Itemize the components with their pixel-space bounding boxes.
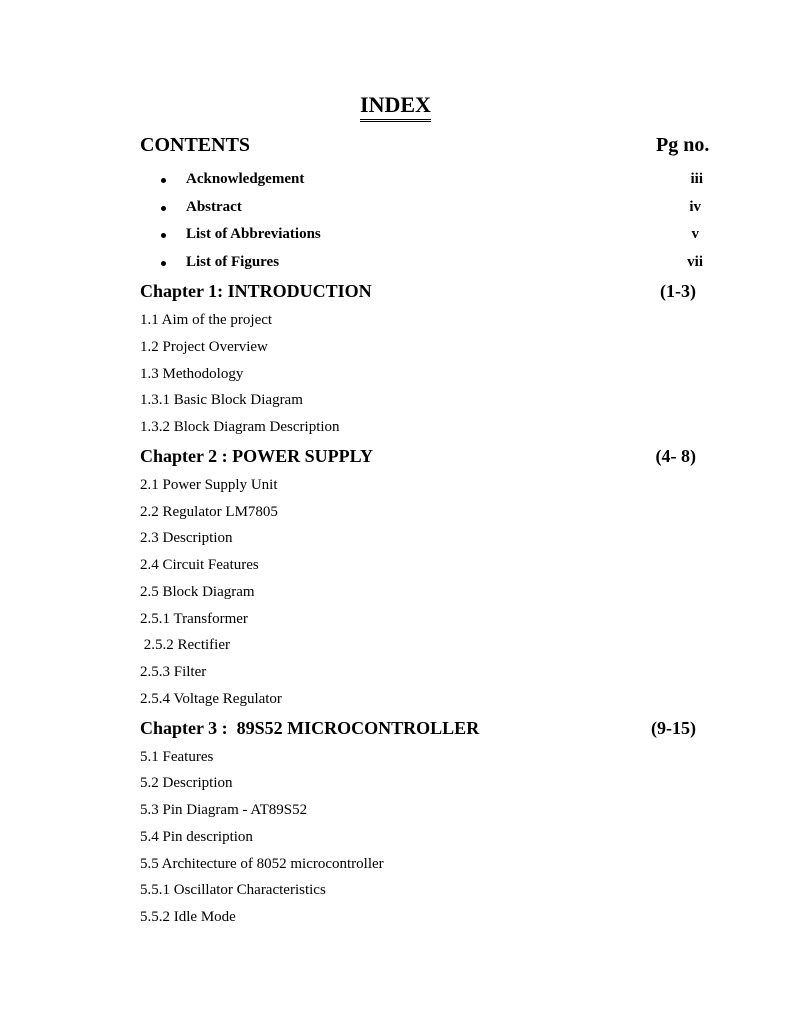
bullet-icon — [161, 178, 166, 183]
section-item: 2.5.2 Rectifier — [140, 637, 230, 653]
chapter-heading — [0, 718, 791, 742]
chapter-title: Chapter 2 : POWER SUPPLY — [140, 446, 374, 466]
front-matter-label: Abstract — [186, 199, 242, 215]
chapter-page-range: (4- 8) — [655, 446, 696, 466]
section-item: 1.2 Project Overview — [140, 339, 268, 355]
front-matter-item — [0, 199, 791, 219]
front-matter-label: Acknowledgement — [186, 171, 305, 187]
chapter-heading — [0, 281, 791, 305]
section-item: 2.5 Block Diagram — [140, 584, 255, 600]
section-item: 5.4 Pin description — [140, 829, 253, 845]
section-item: 2.1 Power Supply Unit — [140, 477, 278, 493]
section-item: 1.3 Methodology — [140, 366, 244, 382]
chapter-page-range: (9-15) — [651, 718, 696, 738]
chapter-title: Chapter 1: INTRODUCTION — [140, 281, 372, 301]
section-item: 2.2 Regulator LM7805 — [140, 504, 278, 520]
section-item: 5.1 Features — [140, 749, 214, 765]
page-number-heading: Pg no. — [656, 134, 710, 156]
section-item: 2.5.4 Voltage Regulator — [140, 691, 282, 707]
bullet-icon — [161, 206, 166, 211]
front-matter-page: iii — [690, 171, 703, 187]
front-matter-page: iv — [689, 199, 701, 215]
section-item: 5.3 Pin Diagram - AT89S52 — [140, 802, 308, 818]
section-item: 5.5.2 Idle Mode — [140, 909, 236, 925]
bullet-icon — [161, 233, 166, 238]
section-item: 2.5.1 Transformer — [140, 611, 248, 627]
chapter-heading — [0, 446, 791, 470]
bullet-icon — [161, 261, 166, 266]
section-item: 1.1 Aim of the project — [140, 312, 273, 328]
front-matter-label: List of Abbreviations — [186, 226, 321, 242]
section-item: 5.2 Description — [140, 775, 233, 791]
front-matter-label: List of Figures — [186, 254, 280, 270]
chapter-title: Chapter 3 : 89S52 MICROCONTROLLER — [140, 718, 480, 738]
front-matter-item — [0, 226, 791, 246]
front-matter-item — [0, 254, 791, 274]
front-matter-page: vii — [687, 254, 703, 270]
index-title: INDEX — [0, 92, 791, 122]
section-item: 5.5 Architecture of 8052 microcontroller — [140, 856, 384, 872]
section-item: 1.3.1 Basic Block Diagram — [140, 392, 303, 408]
front-matter-page: v — [691, 226, 699, 242]
section-item: 5.5.1 Oscillator Characteristics — [140, 882, 326, 898]
contents-heading: CONTENTS — [140, 134, 251, 156]
section-item: 1.3.2 Block Diagram Description — [140, 419, 340, 435]
section-item: 2.3 Description — [140, 530, 233, 546]
chapter-page-range: (1-3) — [660, 281, 696, 301]
section-item: 2.4 Circuit Features — [140, 557, 259, 573]
front-matter-item — [0, 171, 791, 191]
section-item: 2.5.3 Filter — [140, 664, 207, 680]
